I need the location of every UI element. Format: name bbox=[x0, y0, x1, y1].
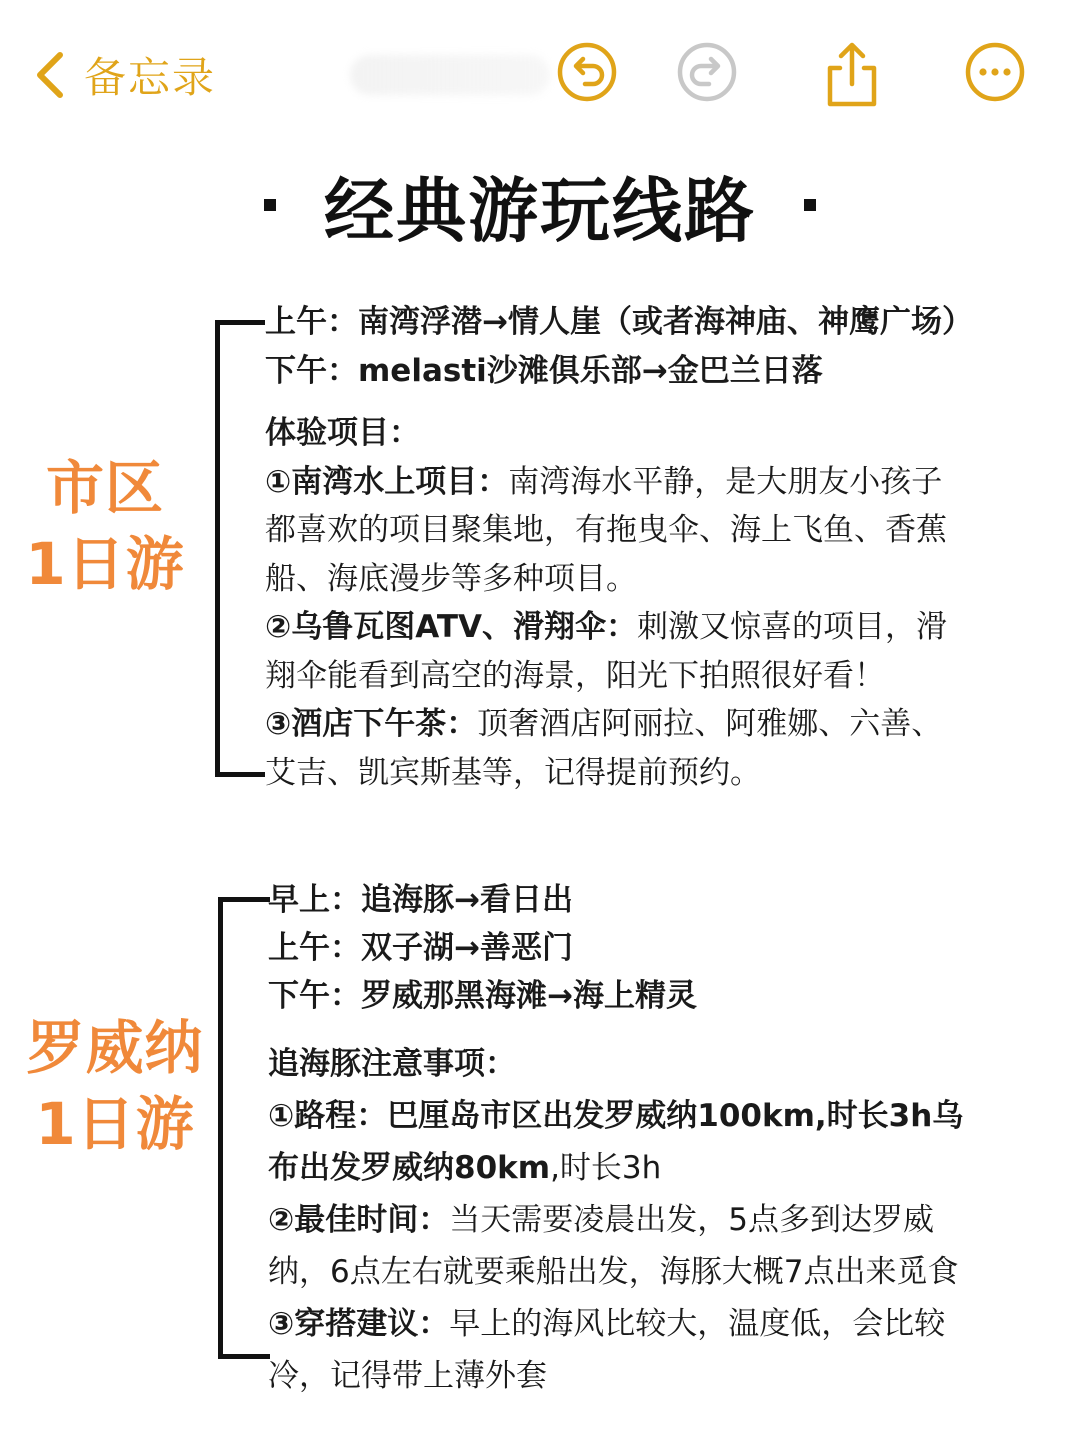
section2-item1-row2 bbox=[268, 1142, 1068, 1194]
section2-side-label-line1: 罗威纳 bbox=[26, 1014, 204, 1082]
undo-icon[interactable] bbox=[555, 40, 619, 104]
share-icon[interactable] bbox=[820, 40, 884, 110]
blurred-note-title bbox=[350, 55, 550, 95]
afternoon-text: 罗威那黑海滩→海上精灵 bbox=[361, 978, 697, 1014]
item2-label: ②乌鲁瓦图ATV、滑翔伞： bbox=[265, 609, 637, 645]
section1-item2-row1 bbox=[265, 603, 1065, 652]
notes-title: 追海豚注意事项： bbox=[268, 1046, 516, 1082]
item3-text: 顶奢酒店阿丽拉、阿雅娜、六善、 bbox=[477, 706, 943, 742]
chevron-left-icon bbox=[30, 45, 76, 105]
afternoon-label: 下午： bbox=[268, 978, 361, 1014]
section2-item3-row2: 冷，记得带上薄外套 bbox=[268, 1358, 547, 1394]
section1-side-label-line2: 1日游 bbox=[25, 530, 185, 598]
section1-item1-row3: 船、海底漫步等多种项目。 bbox=[265, 560, 637, 597]
item3-text: 早上的海风比较大，温度低，会比较 bbox=[449, 1306, 946, 1342]
section1-afternoon-row bbox=[265, 347, 1065, 396]
note-heading bbox=[0, 160, 1080, 250]
item2-text: 当天需要凌晨出发，5点多到达罗威 bbox=[449, 1202, 934, 1238]
section1-item1-row1 bbox=[265, 458, 1065, 507]
redo-icon[interactable] bbox=[675, 40, 739, 104]
section1-item3-row2: 艾吉、凯宾斯基等，记得提前预约。 bbox=[265, 754, 761, 791]
morning-text: 双子湖→善恶门 bbox=[361, 930, 573, 966]
section2-item2-row2: 纳，6点左右就要乘船出发，海豚大概7点出来觅食 bbox=[268, 1254, 959, 1290]
section1-side-label bbox=[20, 450, 190, 602]
early-text: 追海豚→看日出 bbox=[361, 882, 573, 918]
section1-morning-row bbox=[265, 298, 1065, 347]
morning-label: 上午： bbox=[268, 930, 361, 966]
navigation-bar bbox=[0, 0, 1080, 150]
section2-early-row bbox=[268, 874, 1068, 926]
section1-item1-row2: 都喜欢的项目聚集地，有拖曳伞、海上飞鱼、香蕉 bbox=[265, 512, 947, 548]
item1-label: ①路程： bbox=[268, 1098, 388, 1134]
section2-content bbox=[268, 874, 1068, 1402]
afternoon-text: melasti沙滩俱乐部→金巴兰日落 bbox=[358, 352, 823, 389]
heading-dot-right bbox=[804, 199, 816, 211]
item1-text: 巴厘岛市区出发罗威纳100km,时长3h乌 bbox=[387, 1098, 964, 1134]
section2-bracket bbox=[218, 897, 270, 1359]
item1-label: ①南湾水上项目： bbox=[265, 463, 509, 500]
section2-afternoon-row bbox=[268, 970, 1068, 1022]
back-label: 备忘录 bbox=[84, 53, 217, 102]
section1-bracket bbox=[215, 320, 265, 777]
page-title: 经典游玩线路 bbox=[324, 169, 756, 252]
section2-morning-row bbox=[268, 922, 1068, 974]
experience-title: 体验项目： bbox=[265, 415, 420, 451]
item1-text: 南湾海水平静，是大朋友小孩子 bbox=[508, 463, 943, 500]
early-label: 早上： bbox=[268, 882, 361, 918]
morning-text: 南湾浮潜→情人崖（或者海神庙、神鹰广场） bbox=[358, 304, 973, 340]
section1-item3-row1 bbox=[265, 700, 1065, 749]
back-button[interactable] bbox=[30, 40, 216, 110]
section2-item2-row1 bbox=[268, 1194, 1068, 1246]
section2-item3-row1 bbox=[268, 1298, 1068, 1350]
item1-text-2a: 布出发罗威纳80km bbox=[268, 1150, 551, 1186]
afternoon-label: 下午： bbox=[265, 352, 358, 389]
item2-label: ②最佳时间： bbox=[268, 1202, 450, 1238]
section2-side-label bbox=[20, 1010, 210, 1162]
section1-content bbox=[265, 298, 1065, 797]
heading-dot-left bbox=[264, 199, 276, 211]
section1-side-label-line1: 市区 bbox=[45, 454, 164, 522]
section2-side-label-line2: 1日游 bbox=[35, 1090, 195, 1158]
morning-label: 上午： bbox=[265, 304, 358, 340]
item1-text-2b: ,时长3h bbox=[550, 1150, 662, 1186]
item3-label: ③酒店下午茶： bbox=[265, 706, 478, 742]
item2-text: 刺激又惊喜的项目，滑 bbox=[636, 609, 947, 645]
section1-item2-row2: 翔伞能看到高空的海景，阳光下拍照很好看！ bbox=[265, 657, 885, 694]
section2-item1-row1 bbox=[268, 1090, 1068, 1142]
more-icon[interactable] bbox=[963, 40, 1027, 104]
item3-label: ③穿搭建议： bbox=[268, 1306, 450, 1342]
